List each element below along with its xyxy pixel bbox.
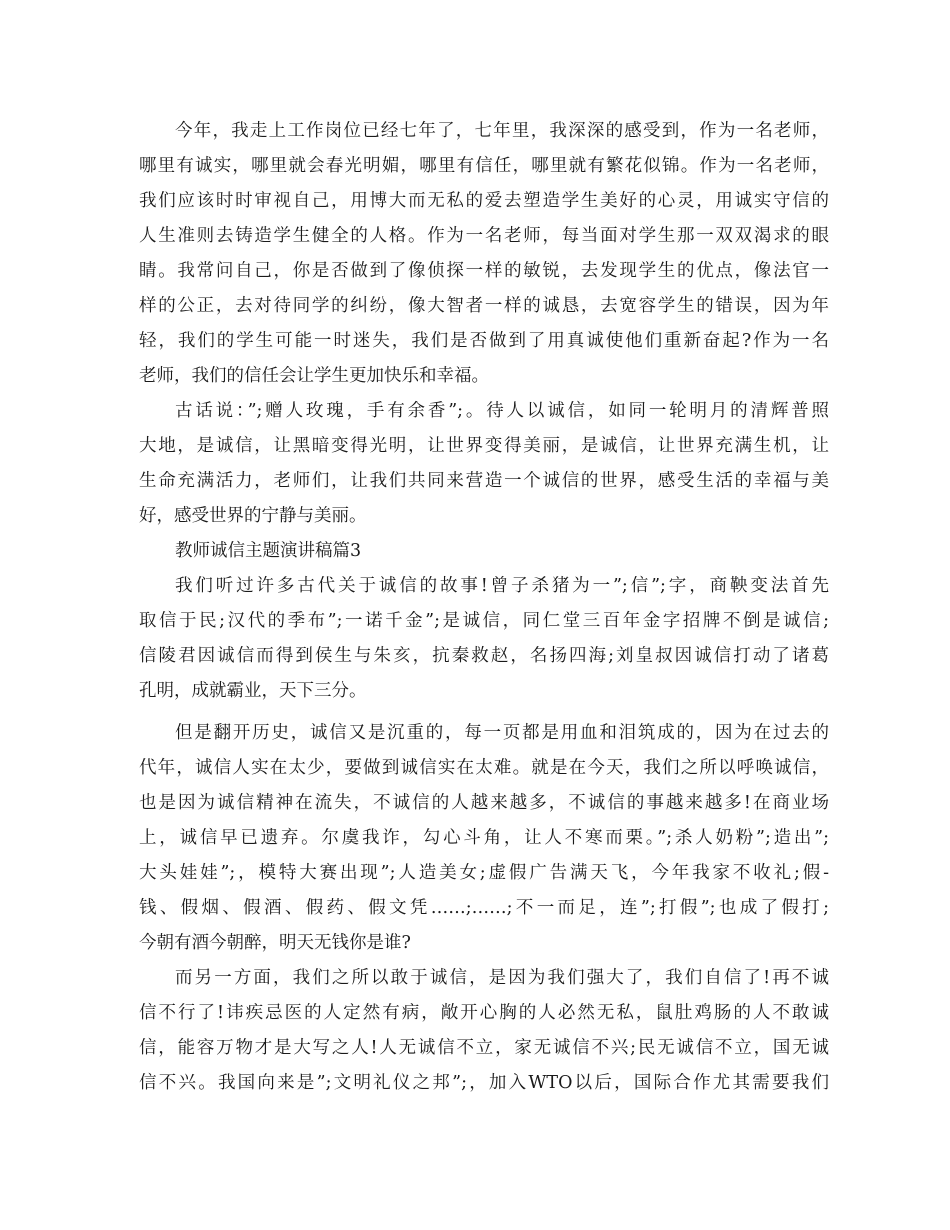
text-line: 信，能容万物才是大写之人!人无诚信不立，家无诚信不兴;民无诚信不立，国无诚 (139, 1038, 829, 1058)
text-line: 代年，诚信人实在太少，要做到诚信实在太难。就是在今天，我们之所以呼唤诚信， (139, 758, 829, 778)
text-line: 而另一方面，我们之所以敢于诚信，是因为我们强大了，我们自信了!再不诚 (175, 968, 829, 988)
text-line: 轻，我们的学生可能一时迷失，我们是否做到了用真诚使他们重新奋起?作为一名 (139, 331, 829, 351)
paragraph (139, 961, 829, 1101)
text-line: 上，诚信早已遗弃。尔虞我诈，勾心斗角，让人不寒而栗。”;杀人奶粉”;造出”; (139, 828, 829, 848)
paragraph-gap (139, 709, 829, 716)
text-line: 孔明，成就霸业，天下三分。 (139, 681, 367, 701)
text-line: 生命充满活力，老师们，让我们共同来营造一个诚信的世界，感受生活的幸福与美 (139, 471, 829, 491)
text-line: 我们听过许多古代关于诚信的故事!曾子杀猪为一”;信”;字，商鞅变法首先 (175, 576, 829, 596)
text-line: 古话说：”;赠人玫瑰，手有余香”;。待人以诚信，如同一轮明月的清辉普照 (175, 401, 829, 421)
text-line: 睛。我常问自己，你是否做到了像侦探一样的敏锐，去发现学生的优点，像法官一 (139, 261, 829, 281)
text-line: 好，感受世界的宁静与美丽。 (139, 506, 367, 526)
paragraph (139, 716, 829, 961)
text-line: 也是因为诚信精神在流失，不诚信的人越来越多，不诚信的事越来越多!在商业场 (139, 793, 829, 813)
text-line: 大地，是诚信，让黑暗变得光明，让世界变得美丽，是诚信，让世界充满生机，让 (139, 436, 829, 456)
text-line: 信陵君因诚信而得到侯生与朱亥，抗秦救赵，名扬四海;刘皇叔因诚信打动了诸葛 (139, 646, 829, 666)
text-line: 信不兴。我国向来是”;文明礼仪之邦”;，加入WTO以后，国际合作尤其需要我们 (139, 1073, 829, 1093)
text-line: 但是翻开历史，诚信又是沉重的，每一页都是用血和泪筑成的，因为在过去的 (175, 723, 829, 743)
text-line: 老师，我们的信任会让学生更加快乐和幸福。 (139, 366, 489, 386)
text-line: 人生准则去铸造学生健全的人格。作为一名老师，每当面对学生那一双双渴求的眼 (139, 226, 829, 246)
section-heading: 教师诚信主题演讲稿篇3 (175, 541, 362, 561)
text-line: 样的公正，去对待同学的纠纷，像大智者一样的诚恳，去宽容学生的错误，因为年 (139, 296, 829, 316)
text-line: 信不行了!讳疾忌医的人定然有病，敞开心胸的人必然无私，鼠肚鸡肠的人不敢诚 (139, 1003, 829, 1023)
text-line: 取信于民;汉代的季布”;一诺千金”;是诚信，同仁堂三百年金字招牌不倒是诚信; (139, 611, 829, 631)
text-line: 我们应该时时审视自己，用博大而无私的爱去塑造学生美好的心灵，用诚实守信的 (139, 191, 829, 211)
text-line: 今年，我走上工作岗位已经七年了，七年里，我深深的感受到，作为一名老师， (175, 121, 829, 141)
text-line: 大头娃娃”;，模特大赛出现”;人造美女;虚假广告满天飞，今年我家不收礼;假- (139, 863, 829, 883)
paragraph (139, 114, 829, 394)
text-line: 钱、假烟、假酒、假药、假文凭……;……;不一而足，连”;打假”;也成了假打; (139, 898, 829, 918)
text-line: 哪里有诚实，哪里就会春光明媚，哪里有信任，哪里就有繁花似锦。作为一名老师， (139, 156, 829, 176)
paragraph (139, 394, 829, 534)
text-line: 今朝有酒今朝醉，明天无钱你是谁? (139, 933, 411, 953)
document-page (139, 114, 829, 1101)
paragraph (139, 569, 829, 709)
